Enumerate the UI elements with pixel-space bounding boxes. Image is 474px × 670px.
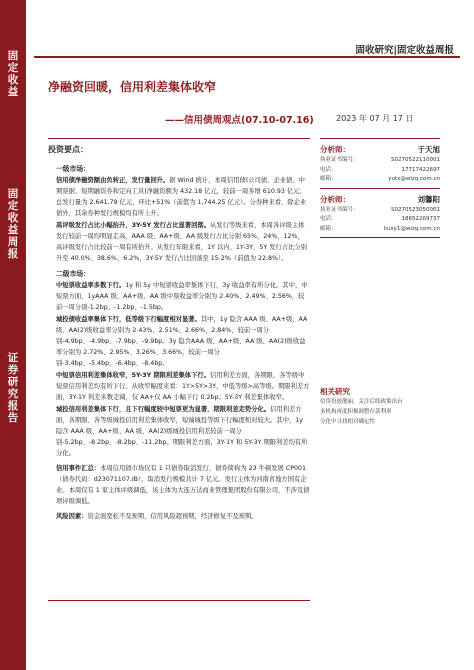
email-label: 邮箱： bbox=[320, 176, 337, 182]
cert-value: S0270522110001 bbox=[391, 157, 440, 163]
key-points-section bbox=[48, 138, 310, 523]
credit-events-paragraph bbox=[56, 463, 310, 507]
sidebar bbox=[0, 0, 26, 670]
secondary-paragraph-4 bbox=[56, 404, 310, 459]
sidebar-label-weekly-report bbox=[0, 188, 26, 260]
cert-label: 执业证书编号： bbox=[320, 157, 359, 163]
sidebar-char: 研 bbox=[7, 376, 19, 388]
sidebar-char: 收 bbox=[7, 212, 19, 224]
analyst-role: 分析师： bbox=[320, 194, 350, 204]
sidebar-char: 固 bbox=[7, 188, 19, 200]
report-subtitle: ——信用债周观点(07.10-07.16) bbox=[165, 115, 314, 126]
para-body: 资金面宽松不及预期，信用风险超预期，经济修复不及预期。 bbox=[87, 513, 258, 520]
analyst-header bbox=[320, 193, 440, 206]
analyst-name: 于天旭 bbox=[417, 145, 440, 154]
sidebar-char: 固 bbox=[7, 50, 19, 62]
secondary-paragraph-1 bbox=[56, 280, 310, 313]
sidebar-char: 益 bbox=[7, 86, 19, 98]
analyst-card bbox=[320, 193, 440, 239]
risk-factors-paragraph bbox=[56, 511, 310, 522]
related-research-heading: 相关研究 bbox=[320, 387, 350, 396]
analyst-cert bbox=[320, 156, 440, 166]
phone-value: 18652269737 bbox=[401, 216, 440, 222]
para-lead: 高评级发行占比小幅抬升，3Y-5Y 发行占比显著回落。 bbox=[56, 222, 210, 229]
cert-label: 执业证书编号： bbox=[320, 206, 359, 213]
sidebar-char: 收 bbox=[7, 74, 19, 86]
email-value[interactable]: yutx@wlzq.com.cn bbox=[388, 176, 440, 182]
related-research-link[interactable]: 信贷投放靓丽，关注后续政策出台 bbox=[320, 399, 403, 405]
email-value[interactable]: liuxy1@wlzq.com.cn bbox=[383, 225, 440, 232]
sidebar-label-fixed-income bbox=[0, 50, 26, 98]
analyst-card bbox=[320, 143, 440, 189]
analyst-column bbox=[320, 138, 440, 427]
para-body: 本周信用债市场仅有 1 只债券取消发行，债券简称为 23 牛顿发展 CP001（债券代码：d23071107.IB）。取消发行规模共计 7 亿元。发行主体为河南省地方国有企业。本周仅有 1 家主体评级调低，该主体为大连万达商业管理集团股份有限公司，不涉及债项评级调低。 bbox=[56, 465, 310, 505]
header-divider bbox=[34, 56, 460, 58]
sidebar-char: 报 bbox=[7, 248, 19, 260]
analyst-cert bbox=[320, 206, 440, 216]
sidebar-char: 证 bbox=[7, 352, 19, 364]
sidebar-char: 周 bbox=[7, 236, 19, 248]
sidebar-char: 券 bbox=[7, 364, 19, 376]
analyst-phone bbox=[320, 166, 440, 176]
report-title: 净融资回暖，信用利差集体收窄 bbox=[48, 80, 217, 94]
para-lead: 中短票信用利差集体收窄，5Y-3Y 期限利差集体下行。 bbox=[56, 372, 210, 379]
primary-paragraph-2 bbox=[56, 220, 310, 264]
secondary-paragraph-3 bbox=[56, 370, 310, 403]
para-body: 其中，1y 隐含 AAA 级、AA+级、AA 级、AA(2)级收益率分别为 2.43%、2.51%、2.66%、2.84%，较前一周分别-4.9bp、-4.9bp、-7.9bp、-9.9bp。3y 隐含AAA 级、AA+级、AA 级、AA(2)级收益率分别为 2.72%、2.95%、3.26%、3.66%，较前一周分别-3.4bp、-5.4bp、-6.4bp、-8.4bp。 bbox=[56, 316, 308, 367]
sidebar-label-research-report bbox=[0, 352, 26, 424]
para-lead: 城投债收益率集体下行，低等级下行幅度相对显著。 bbox=[56, 316, 201, 323]
related-research-link[interactable]: 分化中寻找相对确定性 bbox=[320, 419, 376, 425]
email-label: 邮箱： bbox=[320, 225, 337, 232]
analyst-header bbox=[320, 143, 440, 156]
analyst-phone bbox=[320, 215, 440, 225]
sidebar-char: 究 bbox=[7, 388, 19, 400]
analyst-divider bbox=[320, 188, 440, 189]
para-lead: 风险因素： bbox=[56, 513, 88, 520]
bottom-divider bbox=[48, 600, 310, 601]
analyst-role: 分析师： bbox=[320, 145, 350, 154]
analyst-email bbox=[320, 175, 440, 185]
sidebar-char: 益 bbox=[7, 224, 19, 236]
phone-label: 电话： bbox=[320, 216, 337, 222]
cert-value: S0270523050001 bbox=[391, 206, 440, 213]
sidebar-char: 定 bbox=[7, 62, 19, 74]
para-lead: 中短票收益率多数下行。 bbox=[56, 282, 126, 289]
para-lead: 城投信用利差集体下行，且下行幅度较中短票更为显著，期限利差走势分化。 bbox=[56, 406, 271, 413]
related-research-link[interactable]: 多机构再度积极调整存款利率 bbox=[320, 409, 392, 415]
para-body: 1y 和 5y 中短票收益率集体下行，3y 收益率有所分化。其中，中短票方面，1yAAA 级、AA+级、AA 级中票收益率分别为 2.40%、2.49%、2.56%，较前一周分别-1.2bp、-1.2bp、-1.5bp。 bbox=[56, 282, 308, 311]
primary-market-heading: 一级市场： bbox=[56, 165, 90, 173]
report-date: 2023 年 07 月 17 日 bbox=[336, 114, 414, 123]
analyst-divider bbox=[320, 237, 440, 238]
primary-paragraph-1 bbox=[56, 175, 310, 219]
para-body: 信用利差方面，各期限、各等级中短票信用利差均有所下行。从收窄幅度来看：1Y>5Y>3Y，中低等级>高等级。期限利差方面，3Y-1Y 利差多数走阔，仅 AA+仅 AA 小幅下行 0.2bp；5Y-3Y 利差集体收窄。 bbox=[56, 372, 310, 401]
analyst-email bbox=[320, 225, 440, 235]
para-body: 信用利差方面，各期限、各等级城投信用利差集体收窄，短端城投等级下行幅度相对较大。其中，1y 隐含 AAA 级、AA+级、AA 级、AA(2)级城投信用利差较前一周分别-5.2bp、-8.2bp、-8.2bp、-11.2bp。期限利差方面，3Y-1Y 和 5Y-3Y 期限利差均有所分化。 bbox=[56, 406, 308, 457]
key-points-heading: 投资要点： bbox=[48, 145, 88, 154]
secondary-paragraph-2 bbox=[56, 314, 310, 369]
para-body: 从发行等级来看，本周各评级主体发行较前一周均明显走高，AAA 级、AA+级、AA 级发行占比分别 65%、24%、12%，高评级发行占比较前一周有所抬升。从发行年限来看，1Y 以内、1Y-3Y、5Y 发行占比分别升至 40.0%、38.6%、6.2%，3Y-5Y 发行占比回落至 15.2%（前值为 22.8%）。 bbox=[56, 222, 308, 262]
sidebar-char: 定 bbox=[7, 200, 19, 212]
sidebar-char: 告 bbox=[7, 412, 19, 424]
sidebar-char: 报 bbox=[7, 400, 19, 412]
para-lead: 信用事件汇总： bbox=[56, 465, 101, 472]
analyst-name: 刘馨阳 bbox=[417, 194, 440, 204]
para-body: 据 Wind 统计，本周信用债(公司债、企业债、中期票据、短期融资券和定向工具)净融资额为 432.18 亿元，较前一周多增 610.93 亿元；总发行量为 2,641.79 亿元，环比+51%（前值为 1,744.25 亿元）。分券种来看，除企业债外，其余券种发行规模均有所上升。 bbox=[56, 177, 307, 217]
header-title: 固收研究|固定收益周报 bbox=[355, 45, 454, 56]
phone-value: 17717422697 bbox=[401, 166, 440, 173]
phone-label: 电话： bbox=[320, 166, 337, 173]
para-lead: 信用债净融资额由负转正，发行量回升。 bbox=[56, 177, 170, 184]
secondary-market-heading: 二级市场： bbox=[56, 270, 90, 278]
